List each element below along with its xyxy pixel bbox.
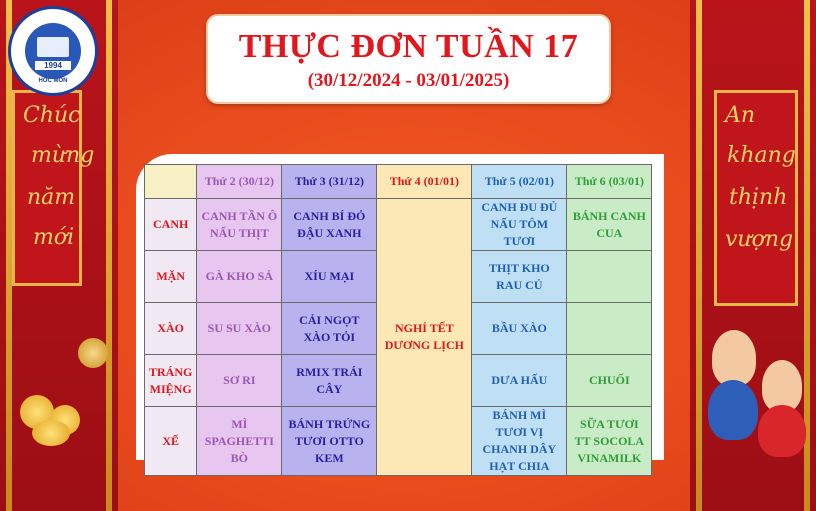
menu-cell: CANH BÍ ĐỎ ĐẬU XANH [282,199,377,251]
menu-cell: CANH ĐU ĐỦ NẤU TÔM TƯƠI [472,199,567,251]
school-building-icon [37,37,69,57]
menu-cell: SU SU XÀO [197,303,282,355]
header-cell: Thứ 4 (01/01) [377,165,472,199]
menu-table [144,164,652,476]
child-figure-icon [712,330,756,386]
table-header-row [145,165,652,199]
category-cell: XÀO [145,303,197,355]
right-decor-panel [690,0,816,511]
menu-cell: CANH TẦN Ô NẤU THỊT [197,199,282,251]
header-cell: Thứ 5 (02/01) [472,165,567,199]
banner-text: thịnh [729,185,788,210]
category-cell: CANH [145,199,197,251]
menu-cell: CẢI NGỌT XÀO TỎI [282,303,377,355]
header-cell: Thứ 2 (30/12) [197,165,282,199]
menu-cell: CHUỐI [567,355,652,407]
banner-text: An [725,103,756,128]
menu-cell: RMIX TRÁI CÂY [282,355,377,407]
gold-ingot-icon [32,420,70,446]
gold-stripe [696,0,702,511]
menu-cell: THỊT KHO RAU CỦ [472,251,567,303]
page-title: THỰC ĐƠN TUẦN 17 [238,28,579,65]
right-greeting-banner [714,90,798,306]
logo-place: HÓC MÔN [38,78,68,84]
child-figure-icon [708,380,758,440]
category-cell: TRÁNG MIỆNG [145,355,197,407]
menu-cell [567,303,652,355]
title-box [206,14,611,104]
banner-text: mới [33,225,75,250]
header-cell: Thứ 6 (03/01) [567,165,652,199]
menu-cell: BẦU XÀO [472,303,567,355]
menu-cell [567,251,652,303]
menu-cell: BÁNH MÌ TƯƠI VỊ CHANH DÂY HẠT CHIA [472,407,567,476]
category-cell: XẾ [145,407,197,476]
menu-cell: DƯA HẤU [472,355,567,407]
banner-text: khang [727,143,796,168]
gold-stripe [106,0,112,511]
cloud-ornament-icon [78,338,108,368]
banner-text: mừng [31,143,95,168]
left-greeting-banner [12,90,95,286]
menu-cell: BÁNH TRỨNG TƯƠI OTTO KEM [282,407,377,476]
date-range: (30/12/2024 - 03/01/2025) [307,70,510,91]
header-cell [145,165,197,199]
menu-cell: MÌ SPAGHETTI BÒ [197,407,282,476]
menu-cell: SỮA TƯƠI TT SOCOLA VINAMILK [567,407,652,476]
header-cell: Thứ 3 (31/12) [282,165,377,199]
school-logo [8,6,98,96]
menu-table-card [136,154,664,473]
category-cell: MẶN [145,251,197,303]
holiday-cell: NGHỈ TẾT DƯƠNG LỊCH [377,199,472,476]
banner-text: vượng [725,227,794,252]
logo-year: 1994 [35,61,71,70]
menu-cell: GÀ KHO SẢ [197,251,282,303]
menu-cell: SƠ RI [197,355,282,407]
menu-cell: XÍU MẠI [282,251,377,303]
menu-cell: BÁNH CANH CUA [567,199,652,251]
table-row [145,199,652,251]
child-figure-icon [758,405,806,457]
banner-text: năm [27,185,76,210]
banner-text: Chúc [23,103,81,128]
